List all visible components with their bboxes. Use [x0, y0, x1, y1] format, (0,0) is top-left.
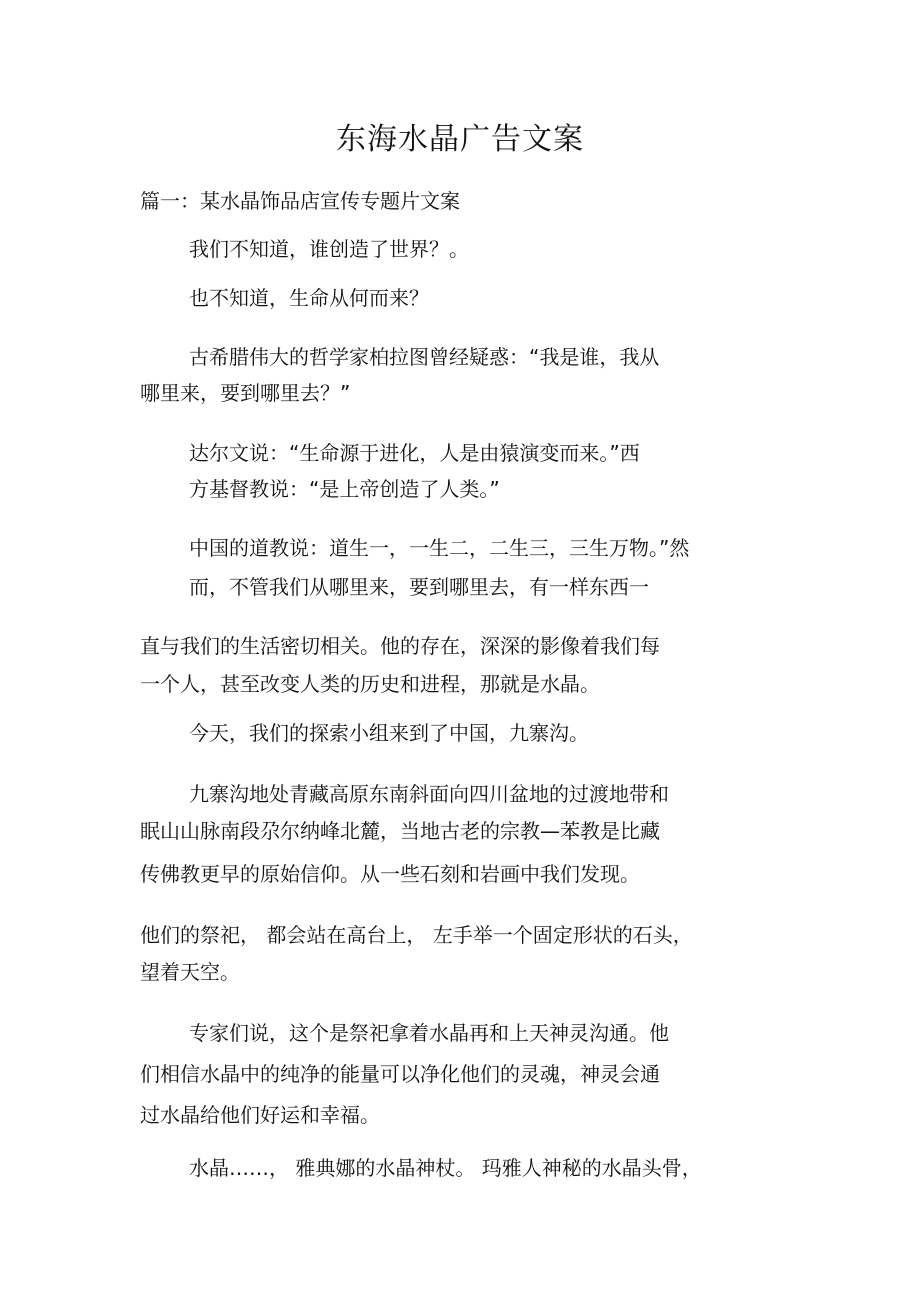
- text-line: 们相信水晶中的纯净的能量可以净化他们的灵魂，神灵会通: [140, 1062, 660, 1086]
- text-line: 也不知道，生命从何而来？: [189, 286, 429, 310]
- text-line: 一个人，甚至改变人类的历史和进程，那就是水晶。: [140, 672, 600, 696]
- text-line: 我们不知道，谁创造了世界？。: [189, 237, 469, 261]
- text-line: 达尔文说：“生命源于进化，人是由猿演变而来。”西: [189, 441, 640, 465]
- text-line: 望着天空。: [140, 960, 240, 984]
- text-line: 中国的道教说：道生一，一生二，二生三，三生万物。”然: [189, 536, 690, 560]
- text-line: 方基督教说：“是上帝创造了人类。”: [189, 477, 500, 501]
- text-line: 直与我们的生活密切相关。他的存在，深深的影像着我们每: [140, 634, 660, 658]
- text-line: 而，不管我们从哪里来，要到哪里去，有一样东西一: [189, 575, 649, 599]
- text-line: 过水晶给他们好运和幸福。: [140, 1103, 380, 1127]
- text-line: 传佛教更早的原始信仰。从一些石刻和岩画中我们发现。: [140, 862, 640, 886]
- text-line: 哪里来，要到哪里去？”: [140, 381, 351, 405]
- text-line: 今天，我们的探索小组来到了中国，九寨沟。: [189, 721, 589, 745]
- text-line: 眠山山脉南段尕尔纳峰北麓，当地古老的宗教—苯教是比藏: [140, 819, 660, 843]
- document-title: 东海水晶广告文案: [336, 122, 584, 157]
- section-heading: 篇一：某水晶饰品店宣传专题片文案: [140, 189, 460, 213]
- text-line: 专家们说，这个是祭祀拿着水晶再和上天神灵沟通。他: [189, 1021, 669, 1045]
- text-line: 古希腊伟大的哲学家柏拉图曾经疑惑：“我是谁，我从: [189, 345, 660, 369]
- text-line: 他们的祭祀， 都会站在高台上， 左手举一个固定形状的石头，: [140, 923, 693, 947]
- text-line: 水晶……， 雅典娜的水晶神杖。 玛雅人神秘的水晶头骨，: [189, 1156, 702, 1180]
- text-line: 九寨沟地处青藏高原东南斜面向四川盆地的过渡地带和: [189, 782, 669, 806]
